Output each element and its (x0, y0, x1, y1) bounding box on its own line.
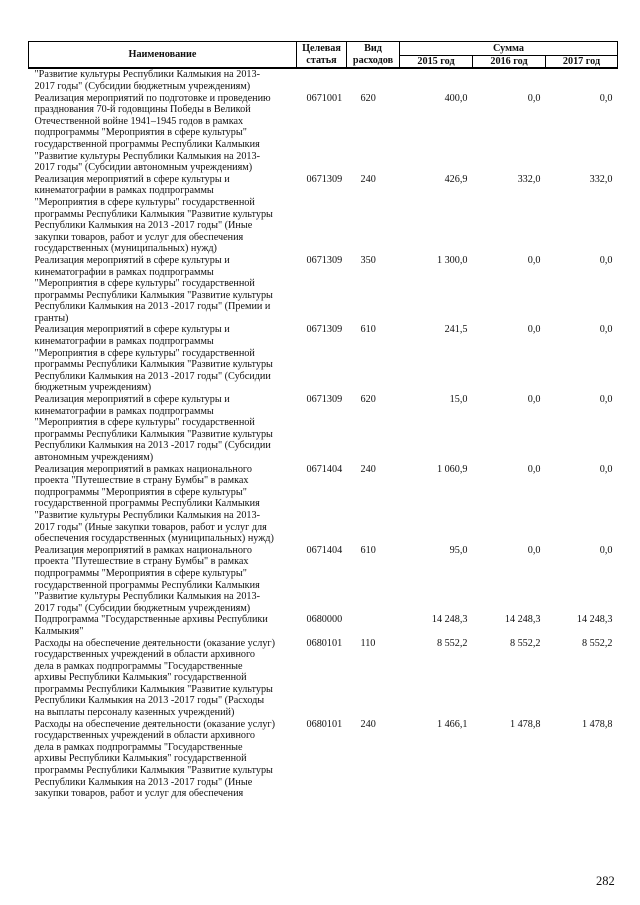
row-name-line: Реализация мероприятий в сфере культуры и (34, 324, 230, 336)
row-expense-type (347, 68, 400, 92)
row-sum-2016: 0,0 (527, 394, 541, 406)
row-name-line: кинематографии в рамках подпрограммы (34, 336, 214, 348)
row-sum-2016 (473, 68, 546, 92)
row-name-line: подпрограммы "Мероприятия в сфере культуры" (34, 567, 247, 579)
row-sum-2017: 0,0 (599, 463, 613, 475)
row-name-line: Подпрограмма "Государственные архивы Республики (34, 614, 268, 626)
header-expense-type: Вид расходов (347, 42, 400, 69)
row-target-article: 0680101 (306, 637, 343, 649)
row-name-line: подпрограммы "Мероприятия в сфере культуры" (34, 486, 247, 498)
row-name-line: кинематографии в рамках подпрограммы (34, 266, 214, 278)
row-name-line: Республики Калмыкия на 2013 -2017 годы" (Иные (34, 220, 253, 232)
row-name-line: обеспечения государственных (муниципальных) нужд) (34, 533, 274, 545)
row-name-line: государственной программы Республики Калмыкия (34, 579, 260, 591)
row-sum-2015: 241,5 (444, 324, 468, 336)
row-name-line: проекта "Путешествие в страну Бумбы" в рамках (34, 556, 249, 568)
row-name-line: Отечественной войне 1941–1945 годов в рамках (34, 115, 244, 127)
table-header (29, 42, 618, 69)
row-sum-2016: 0,0 (527, 544, 541, 556)
row-name-line: Республики Калмыкия на 2013 -2017 годы" (Субсидии (34, 440, 271, 452)
row-name-line: государственных учреждений в области архивного (34, 649, 256, 661)
row-name-line: подпрограммы "Мероприятия в сфере культуры" (34, 127, 247, 139)
row-name-line: "Развитие культуры Республики Калмыкия на 2013- (34, 509, 261, 521)
row-name-line: "Развитие культуры Республики Калмыкия на 2013- (34, 591, 261, 603)
row-name-line: Республики Калмыкия на 2013 -2017 годы" (Премии и (34, 301, 271, 313)
row-name-line: 2017 годы" (Субсидии бюджетным учреждениям) (34, 602, 251, 614)
row-sum-2017: 0,0 (599, 92, 613, 104)
row-sum-2016: 8 552,2 (509, 637, 541, 649)
row-target-article: 0671404 (306, 544, 343, 556)
row-name (29, 394, 297, 464)
row-name-line: Реализация мероприятий в сфере культуры и (34, 254, 230, 266)
row-sum-2017: 14 248,3 (576, 614, 613, 626)
row-name (29, 545, 297, 615)
row-sum-2015: 95,0 (449, 544, 468, 556)
row-name (29, 93, 297, 174)
row-name-line: на выплаты персоналу казенных учреждений) (34, 707, 235, 719)
row-expense-type: 350 (360, 254, 376, 266)
row-name (29, 68, 297, 92)
row-sum-2015: 15,0 (449, 394, 468, 406)
row-name-line: Реализация мероприятий в рамках национального (34, 463, 252, 475)
table-row (29, 464, 618, 545)
row-target-article: 0671309 (306, 173, 343, 185)
row-name (29, 638, 297, 719)
row-name-line: кинематографии в рамках подпрограммы (34, 405, 214, 417)
row-sum-2017: 0,0 (599, 324, 613, 336)
row-name-line: закупки товаров, работ и услуг для обеспечения (34, 231, 244, 243)
row-name-line: "Мероприятия в сфере культуры" государственной (34, 417, 255, 429)
row-name-line: Расходы на обеспечение деятельности (оказание услуг) (34, 718, 276, 730)
table-body (29, 68, 618, 799)
header-target-article: Целевая статья (297, 42, 347, 69)
row-sum-2017: 8 552,2 (581, 637, 613, 649)
row-name-line: "Мероприятия в сфере культуры" государственной (34, 347, 255, 359)
row-sum-2015: 14 248,3 (431, 614, 468, 626)
row-expense-type: 610 (360, 544, 376, 556)
row-name-line: закупки товаров, работ и услуг для обеспечения (34, 788, 244, 800)
row-name-line: Республики Калмыкия на 2013 -2017 годы" (Расходы (34, 695, 265, 707)
row-target-article: 0680000 (306, 614, 343, 626)
table-row (29, 394, 618, 464)
row-name-line: Республики Калмыкия на 2013 -2017 годы" (Субсидии (34, 370, 271, 382)
row-name-line: программы Республики Калмыкия "Развитие культуры (34, 428, 273, 440)
row-name-line: государственных учреждений в области архивного (34, 730, 256, 742)
row-sum-2017: 0,0 (599, 394, 613, 406)
row-name-line: дела в рамках подпрограммы "Государственные (34, 660, 243, 672)
row-sum-2017: 1 478,8 (581, 718, 613, 730)
row-sum-2017: 0,0 (599, 254, 613, 266)
row-name-line: Реализация мероприятий в рамках национального (34, 544, 252, 556)
row-name-line: 2017 годы" (Субсидии автономным учреждениям) (34, 162, 253, 174)
row-target-article: 0671309 (306, 394, 343, 406)
row-target-article: 0671309 (306, 254, 343, 266)
header-sum: Сумма (400, 42, 618, 56)
row-name-line: программы Республики Калмыкия "Развитие культуры (34, 765, 273, 777)
row-sum-2016: 332,0 (517, 173, 541, 185)
row-expense-type: 240 (360, 718, 376, 730)
table-row (29, 638, 618, 719)
table-row (29, 68, 618, 92)
row-name (29, 324, 297, 394)
row-expense-type (347, 614, 400, 637)
row-sum-2016: 0,0 (527, 254, 541, 266)
row-name-line: архивы Республики Калмыкия" государственной (34, 672, 247, 684)
row-name-line: Калмыкия" (34, 625, 84, 637)
table-row (29, 255, 618, 325)
row-name-line: архивы Республики Калмыкия" государственной (34, 753, 247, 765)
row-name (29, 174, 297, 255)
row-name-line: кинематографии в рамках подпрограммы (34, 185, 214, 197)
row-sum-2015: 1 466,1 (436, 718, 468, 730)
row-name (29, 719, 297, 800)
row-sum-2015: 1 300,0 (436, 254, 468, 266)
row-name-line: 2017 годы" (Субсидии бюджетным учреждениям) (34, 81, 251, 92)
row-expense-type: 620 (360, 394, 376, 406)
row-sum-2017 (546, 68, 618, 92)
row-name-line: проекта "Путешествие в страну Бумбы" в рамках (34, 475, 249, 487)
table-row (29, 545, 618, 615)
row-name-line: программы Республики Калмыкия "Развитие культуры (34, 208, 273, 220)
row-name-line: дела в рамках подпрограммы "Государственные (34, 741, 243, 753)
row-name (29, 255, 297, 325)
row-name-line: программы Республики Калмыкия "Развитие культуры (34, 289, 273, 301)
row-target-article (297, 68, 347, 92)
header-name: Наименование (29, 42, 297, 69)
row-sum-2016: 0,0 (527, 92, 541, 104)
row-sum-2016: 0,0 (527, 324, 541, 336)
row-name-line: гранты) (34, 312, 69, 324)
row-name (29, 464, 297, 545)
table-row (29, 324, 618, 394)
row-name-line: "Развитие культуры Республики Калмыкия на 2013- (34, 150, 261, 162)
row-name-line: программы Республики Калмыкия "Развитие культуры (34, 359, 273, 371)
table-row (29, 174, 618, 255)
table-row (29, 719, 618, 800)
row-target-article: 0680101 (306, 718, 343, 730)
row-sum-2015: 400,0 (444, 92, 468, 104)
header-year-2016: 2016 год (473, 56, 546, 69)
row-name-line: государственной программы Республики Калмыкия (34, 138, 260, 150)
row-sum-2016: 0,0 (527, 463, 541, 475)
row-name-line: автономным учреждениям) (34, 452, 154, 463)
row-name-line: 2017 годы" (Иные закупки товаров, работ и услуг для (34, 521, 267, 533)
budget-table (28, 41, 618, 800)
row-expense-type: 240 (360, 173, 376, 185)
row-sum-2017: 0,0 (599, 544, 613, 556)
row-sum-2015: 1 060,9 (436, 463, 468, 475)
row-name-line: государственной программы Республики Калмыкия (34, 498, 260, 510)
row-sum-2017: 332,0 (589, 173, 613, 185)
row-name-line: "Мероприятия в сфере культуры" государственной (34, 196, 255, 208)
header-year-2017: 2017 год (546, 56, 618, 69)
row-expense-type: 620 (360, 92, 376, 104)
row-sum-2016: 14 248,3 (504, 614, 541, 626)
row-name-line: программы Республики Калмыкия "Развитие культуры (34, 683, 273, 695)
row-name-line: Расходы на обеспечение деятельности (оказание услуг) (34, 637, 276, 649)
row-name-line: Реализация мероприятий в сфере культуры и (34, 394, 230, 406)
row-expense-type: 240 (360, 463, 376, 475)
budget-table-sheet (28, 41, 617, 800)
row-name (29, 614, 297, 637)
row-sum-2015: 8 552,2 (436, 637, 468, 649)
row-sum-2016: 1 478,8 (509, 718, 541, 730)
row-name-line: бюджетным учреждениям) (34, 382, 152, 394)
row-target-article: 0671404 (306, 463, 343, 475)
row-name-line: государственных (муниципальных) нужд) (34, 243, 217, 255)
row-name-line: Республики Калмыкия на 2013 -2017 годы" (Иные (34, 776, 253, 788)
table-row (29, 93, 618, 174)
header-year-2015: 2015 год (400, 56, 473, 69)
row-name-line: Реализация мероприятий в сфере культуры и (34, 173, 230, 185)
row-target-article: 0671001 (306, 92, 343, 104)
page-number: 282 (596, 874, 615, 888)
row-name-line: "Мероприятия в сфере культуры" государственной (34, 278, 255, 290)
row-expense-type: 610 (360, 324, 376, 336)
row-sum-2015: 426,9 (444, 173, 468, 185)
row-expense-type: 110 (360, 637, 376, 649)
row-name-line: "Развитие культуры Республики Калмыкия на 2013- (34, 69, 261, 81)
row-name-line: празднования 70-й годовщины Победы в Великой (34, 104, 251, 116)
row-name-line: Реализация мероприятий по подготовке и проведению (34, 92, 271, 104)
row-sum-2015 (400, 68, 473, 92)
table-row (29, 614, 618, 637)
row-target-article: 0671309 (306, 324, 343, 336)
